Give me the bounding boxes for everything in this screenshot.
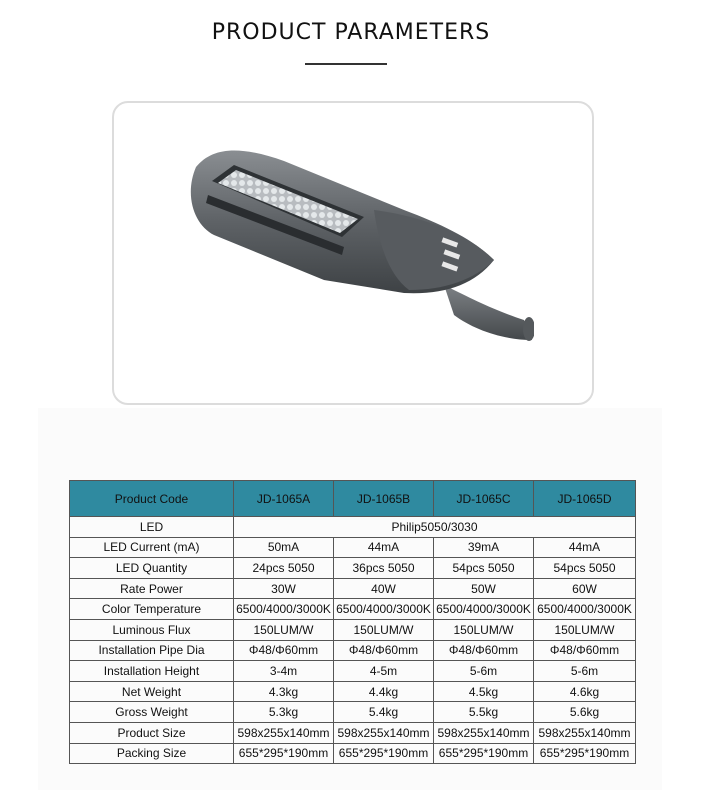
row-label: Installation Pipe Dia [70, 640, 234, 661]
row-value: 44mA [334, 537, 434, 558]
row-value: 40W [334, 578, 434, 599]
table-row [70, 517, 636, 538]
row-value: 4.4kg [334, 681, 434, 702]
row-label: Gross Weight [70, 702, 234, 723]
row-value: 655*295*190mm [334, 743, 434, 764]
row-label: LED [70, 517, 234, 538]
table-row [70, 578, 636, 599]
product-image-frame [112, 101, 594, 405]
row-value: 150LUM/W [534, 619, 636, 640]
row-value: 150LUM/W [334, 619, 434, 640]
title-underline [305, 63, 387, 65]
row-value: 50mA [234, 537, 334, 558]
row-value: Philip5050/3030 [234, 517, 636, 538]
row-value: 30W [234, 578, 334, 599]
table-row [70, 537, 636, 558]
row-value: 60W [534, 578, 636, 599]
row-value: 5.3kg [234, 702, 334, 723]
header-cell-model: JD-1065B [334, 481, 434, 517]
row-value: 44mA [534, 537, 636, 558]
row-value: 5.6kg [534, 702, 636, 723]
row-value: 3-4m [234, 661, 334, 682]
row-value: 150LUM/W [234, 619, 334, 640]
table-row [70, 558, 636, 579]
table-row [70, 619, 636, 640]
row-label: Packing Size [70, 743, 234, 764]
row-label: Product Size [70, 722, 234, 743]
header-cell-model: JD-1065C [434, 481, 534, 517]
row-value: 598x255x140mm [334, 722, 434, 743]
row-value: 655*295*190mm [434, 743, 534, 764]
row-value: 4.5kg [434, 681, 534, 702]
row-value: 598x255x140mm [434, 722, 534, 743]
row-label: Installation Height [70, 661, 234, 682]
row-value: 4-5m [334, 661, 434, 682]
row-value: 655*295*190mm [234, 743, 334, 764]
row-value: 6500/4000/3000K [334, 599, 434, 620]
row-value: 5.5kg [434, 702, 534, 723]
row-value: 4.6kg [534, 681, 636, 702]
row-value: 24pcs 5050 [234, 558, 334, 579]
row-label: Rate Power [70, 578, 234, 599]
row-value: 54pcs 5050 [534, 558, 636, 579]
table-row [70, 681, 636, 702]
row-label: Net Weight [70, 681, 234, 702]
street-light-image [174, 115, 534, 385]
parameters-table [69, 480, 636, 764]
table-row [70, 661, 636, 682]
header-cell-label: Product Code [70, 481, 234, 517]
row-value: 6500/4000/3000K [434, 599, 534, 620]
row-value: 4.3kg [234, 681, 334, 702]
table-row [70, 722, 636, 743]
row-value: 6500/4000/3000K [534, 599, 636, 620]
header-cell-model: JD-1065A [234, 481, 334, 517]
row-value: Φ48/Φ60mm [234, 640, 334, 661]
row-value: 598x255x140mm [234, 722, 334, 743]
table-header-row [70, 481, 636, 517]
header-cell-model: JD-1065D [534, 481, 636, 517]
row-value: 36pcs 5050 [334, 558, 434, 579]
row-value: 150LUM/W [434, 619, 534, 640]
page-title: PRODUCT PARAMETERS [211, 20, 491, 45]
row-value: Φ48/Φ60mm [434, 640, 534, 661]
row-value: 5-6m [534, 661, 636, 682]
table-row [70, 640, 636, 661]
table-row [70, 599, 636, 620]
row-label: LED Current (mA) [70, 537, 234, 558]
row-label: LED Quantity [70, 558, 234, 579]
row-value: 598x255x140mm [534, 722, 636, 743]
table-row [70, 743, 636, 764]
table-row [70, 702, 636, 723]
row-value: Φ48/Φ60mm [534, 640, 636, 661]
row-label: Luminous Flux [70, 619, 234, 640]
row-value: 5-6m [434, 661, 534, 682]
row-value: 5.4kg [334, 702, 434, 723]
row-value: 50W [434, 578, 534, 599]
row-label: Color Temperature [70, 599, 234, 620]
row-value: Φ48/Φ60mm [334, 640, 434, 661]
row-value: 655*295*190mm [534, 743, 636, 764]
row-value: 54pcs 5050 [434, 558, 534, 579]
row-value: 6500/4000/3000K [234, 599, 334, 620]
row-value: 39mA [434, 537, 534, 558]
